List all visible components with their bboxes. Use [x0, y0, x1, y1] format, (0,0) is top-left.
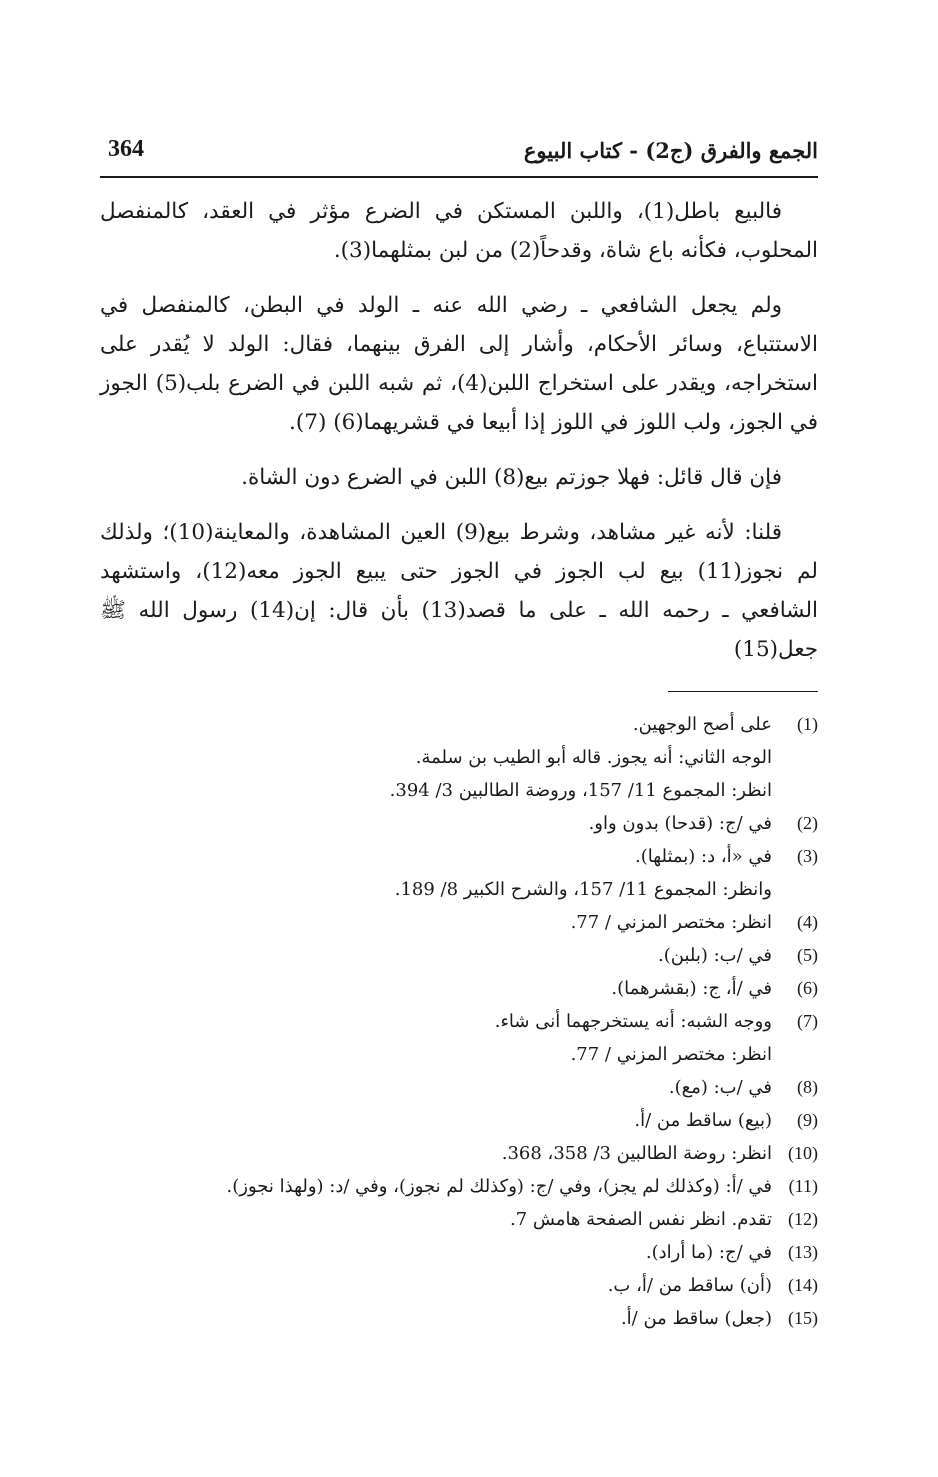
footnote-number-label: (2) [797, 813, 818, 833]
footnote-line: على أصح الوجهين. [632, 714, 772, 735]
footnote-number [772, 1005, 818, 1071]
footnote-line: (جعل) ساقط من /أ. [620, 1308, 772, 1329]
footnote [100, 906, 818, 939]
running-title: الجمع والفرق (ج2) - كتاب البيوع [523, 138, 818, 163]
footnote-number [772, 1137, 818, 1170]
footnote-line: (أن) ساقط من /أ، ب. [607, 1275, 772, 1296]
footnote-line: في /أ: (وكذلك لم يجز)، وفي /ج: (وكذلك لم نجوز)، وفي /د: (ولهذا نجوز). [226, 1176, 772, 1197]
footnote-line: انظر: روضة الطالبين 3/ 358، 368. [501, 1143, 772, 1164]
footnote-line: انظر: مختصر المزني / 77. [570, 1044, 772, 1065]
footnote-line: في /ب: (بلبن). [658, 945, 772, 966]
footnote-number [772, 1269, 818, 1302]
footnote-number-label: (5) [797, 945, 818, 965]
footnote [100, 840, 818, 906]
footnote-number [772, 1170, 818, 1203]
footnote-number [772, 1236, 818, 1269]
footnote-text [100, 1170, 772, 1203]
footnote-line: (بيع) ساقط من /أ. [634, 1110, 772, 1131]
footnote-number-label: (10) [788, 1143, 818, 1163]
footnote-divider [668, 691, 818, 692]
footnote [100, 1236, 818, 1269]
footnote-line: تقدم. انظر نفس الصفحة هامش 7. [509, 1209, 772, 1230]
footnote-text [100, 1269, 772, 1302]
footnote-number-label: (8) [797, 1077, 818, 1097]
footnote [100, 1203, 818, 1236]
footnote-number [772, 840, 818, 906]
footnote-number [772, 972, 818, 1005]
footnote-line: في /ج: (قدحا) بدون واو. [588, 813, 772, 834]
footnote-text [100, 807, 772, 840]
footnote-text [100, 1005, 772, 1071]
footnote [100, 807, 818, 840]
footnote-number-label: (7) [797, 1011, 818, 1031]
footnote [100, 1137, 818, 1170]
footnote-text [100, 1104, 772, 1137]
footnote-text [100, 1071, 772, 1104]
book-page [100, 130, 818, 1430]
footnote-line: انظر: مختصر المزني / 77. [570, 912, 772, 933]
footnote-line: ووجه الشبه: أنه يستخرجهما أنى شاء. [494, 1011, 772, 1032]
footnote [100, 1104, 818, 1137]
footnote-number [772, 1071, 818, 1104]
main-text [100, 192, 818, 669]
footnote [100, 972, 818, 1005]
footnote-number [772, 939, 818, 972]
footnote-number-label: (3) [797, 846, 818, 866]
footnote-text [100, 939, 772, 972]
page-header [100, 130, 818, 178]
footnote-number [772, 1104, 818, 1137]
footnote [100, 1170, 818, 1203]
footnote [100, 1269, 818, 1302]
footnote-number [772, 1302, 818, 1335]
footnote-number [772, 906, 818, 939]
footnotes [100, 708, 818, 1335]
paragraph: فإن قال قائل: فهلا جوزتم بيع(8) اللبن في الضرع دون الشاة. [241, 465, 782, 490]
footnote-number-label: (14) [788, 1275, 818, 1295]
footnote-text [100, 1302, 772, 1335]
footnote-number [772, 708, 818, 807]
footnote-text [100, 972, 772, 1005]
page-number: 364 [108, 136, 144, 162]
paragraph: قلنا: لأنه غير مشاهد، وشرط بيع(9) العين المشاهدة، والمعاينة(10)؛ ولذلك لم نجوز(11) بيع لب الجوز في الجوز حتى يبيع الجوز معه(12)، واستشهد الشافعي ـ رحمه الله ـ على ما قصد(13) بأن قال: إن(14) رسول الله ﷺ جعل(15) [100, 520, 818, 662]
footnote-line: في /أ، ج: (بقشرهما). [611, 978, 772, 999]
footnote-number-label: (9) [797, 1110, 818, 1130]
footnote-line: وانظر: المجموع 11/ 157، والشرح الكبير 8/ 189. [394, 879, 772, 900]
footnote-number-label: (13) [788, 1242, 818, 1262]
footnote-text [100, 1203, 772, 1236]
footnote-line: في /ج: (ما أراد). [645, 1242, 772, 1263]
footnote-number-label: (6) [797, 978, 818, 998]
footnote-number-label: (4) [797, 912, 818, 932]
footnote [100, 1302, 818, 1335]
footnote [100, 1071, 818, 1104]
footnote [100, 1005, 818, 1071]
footnote-number-label: (11) [788, 1176, 818, 1196]
footnote-text [100, 840, 772, 906]
footnote-line: انظر: المجموع 11/ 157، وروضة الطالبين 3/ 394. [389, 780, 772, 801]
footnote-text [100, 708, 772, 807]
footnote-text [100, 1236, 772, 1269]
footnote-text [100, 906, 772, 939]
footnote-number [772, 807, 818, 840]
paragraph: فالبيع باطل(1)، واللبن المستكن في الضرع مؤثر في العقد، كالمنفصل المحلوب، فكأنه باع شاة، وقدحاً(2) من لبن بمثلهما(3). [100, 199, 818, 263]
footnote-line: في «أ، د: (بمثلها). [634, 846, 772, 867]
footnote-number-label: (15) [788, 1308, 818, 1328]
footnote-number-label: (12) [788, 1209, 818, 1229]
footnote-line: في /ب: (مع). [668, 1077, 772, 1098]
footnote-line: الوجه الثاني: أنه يجوز. قاله أبو الطيب بن سلمة. [415, 747, 772, 768]
footnote-text [100, 1137, 772, 1170]
footnote-number [772, 1203, 818, 1236]
paragraph: ولم يجعل الشافعي ـ رضي الله عنه ـ الولد في البطن، كالمنفصل في الاستتباع، وسائر الأحكام، وأشار إلى الفرق بينهما، فقال: الولد لا يُقدر على استخراجه، ويقدر على استخراج اللبن(4)، ثم شبه اللبن في الضرع بلب(5) الجوز في الجوز، ولب اللوز في اللوز إذا أبيعا في قشريهما(6) (7). [100, 293, 819, 435]
footnote [100, 939, 818, 972]
footnote [100, 708, 818, 807]
footnote-number-label: (1) [797, 714, 818, 734]
